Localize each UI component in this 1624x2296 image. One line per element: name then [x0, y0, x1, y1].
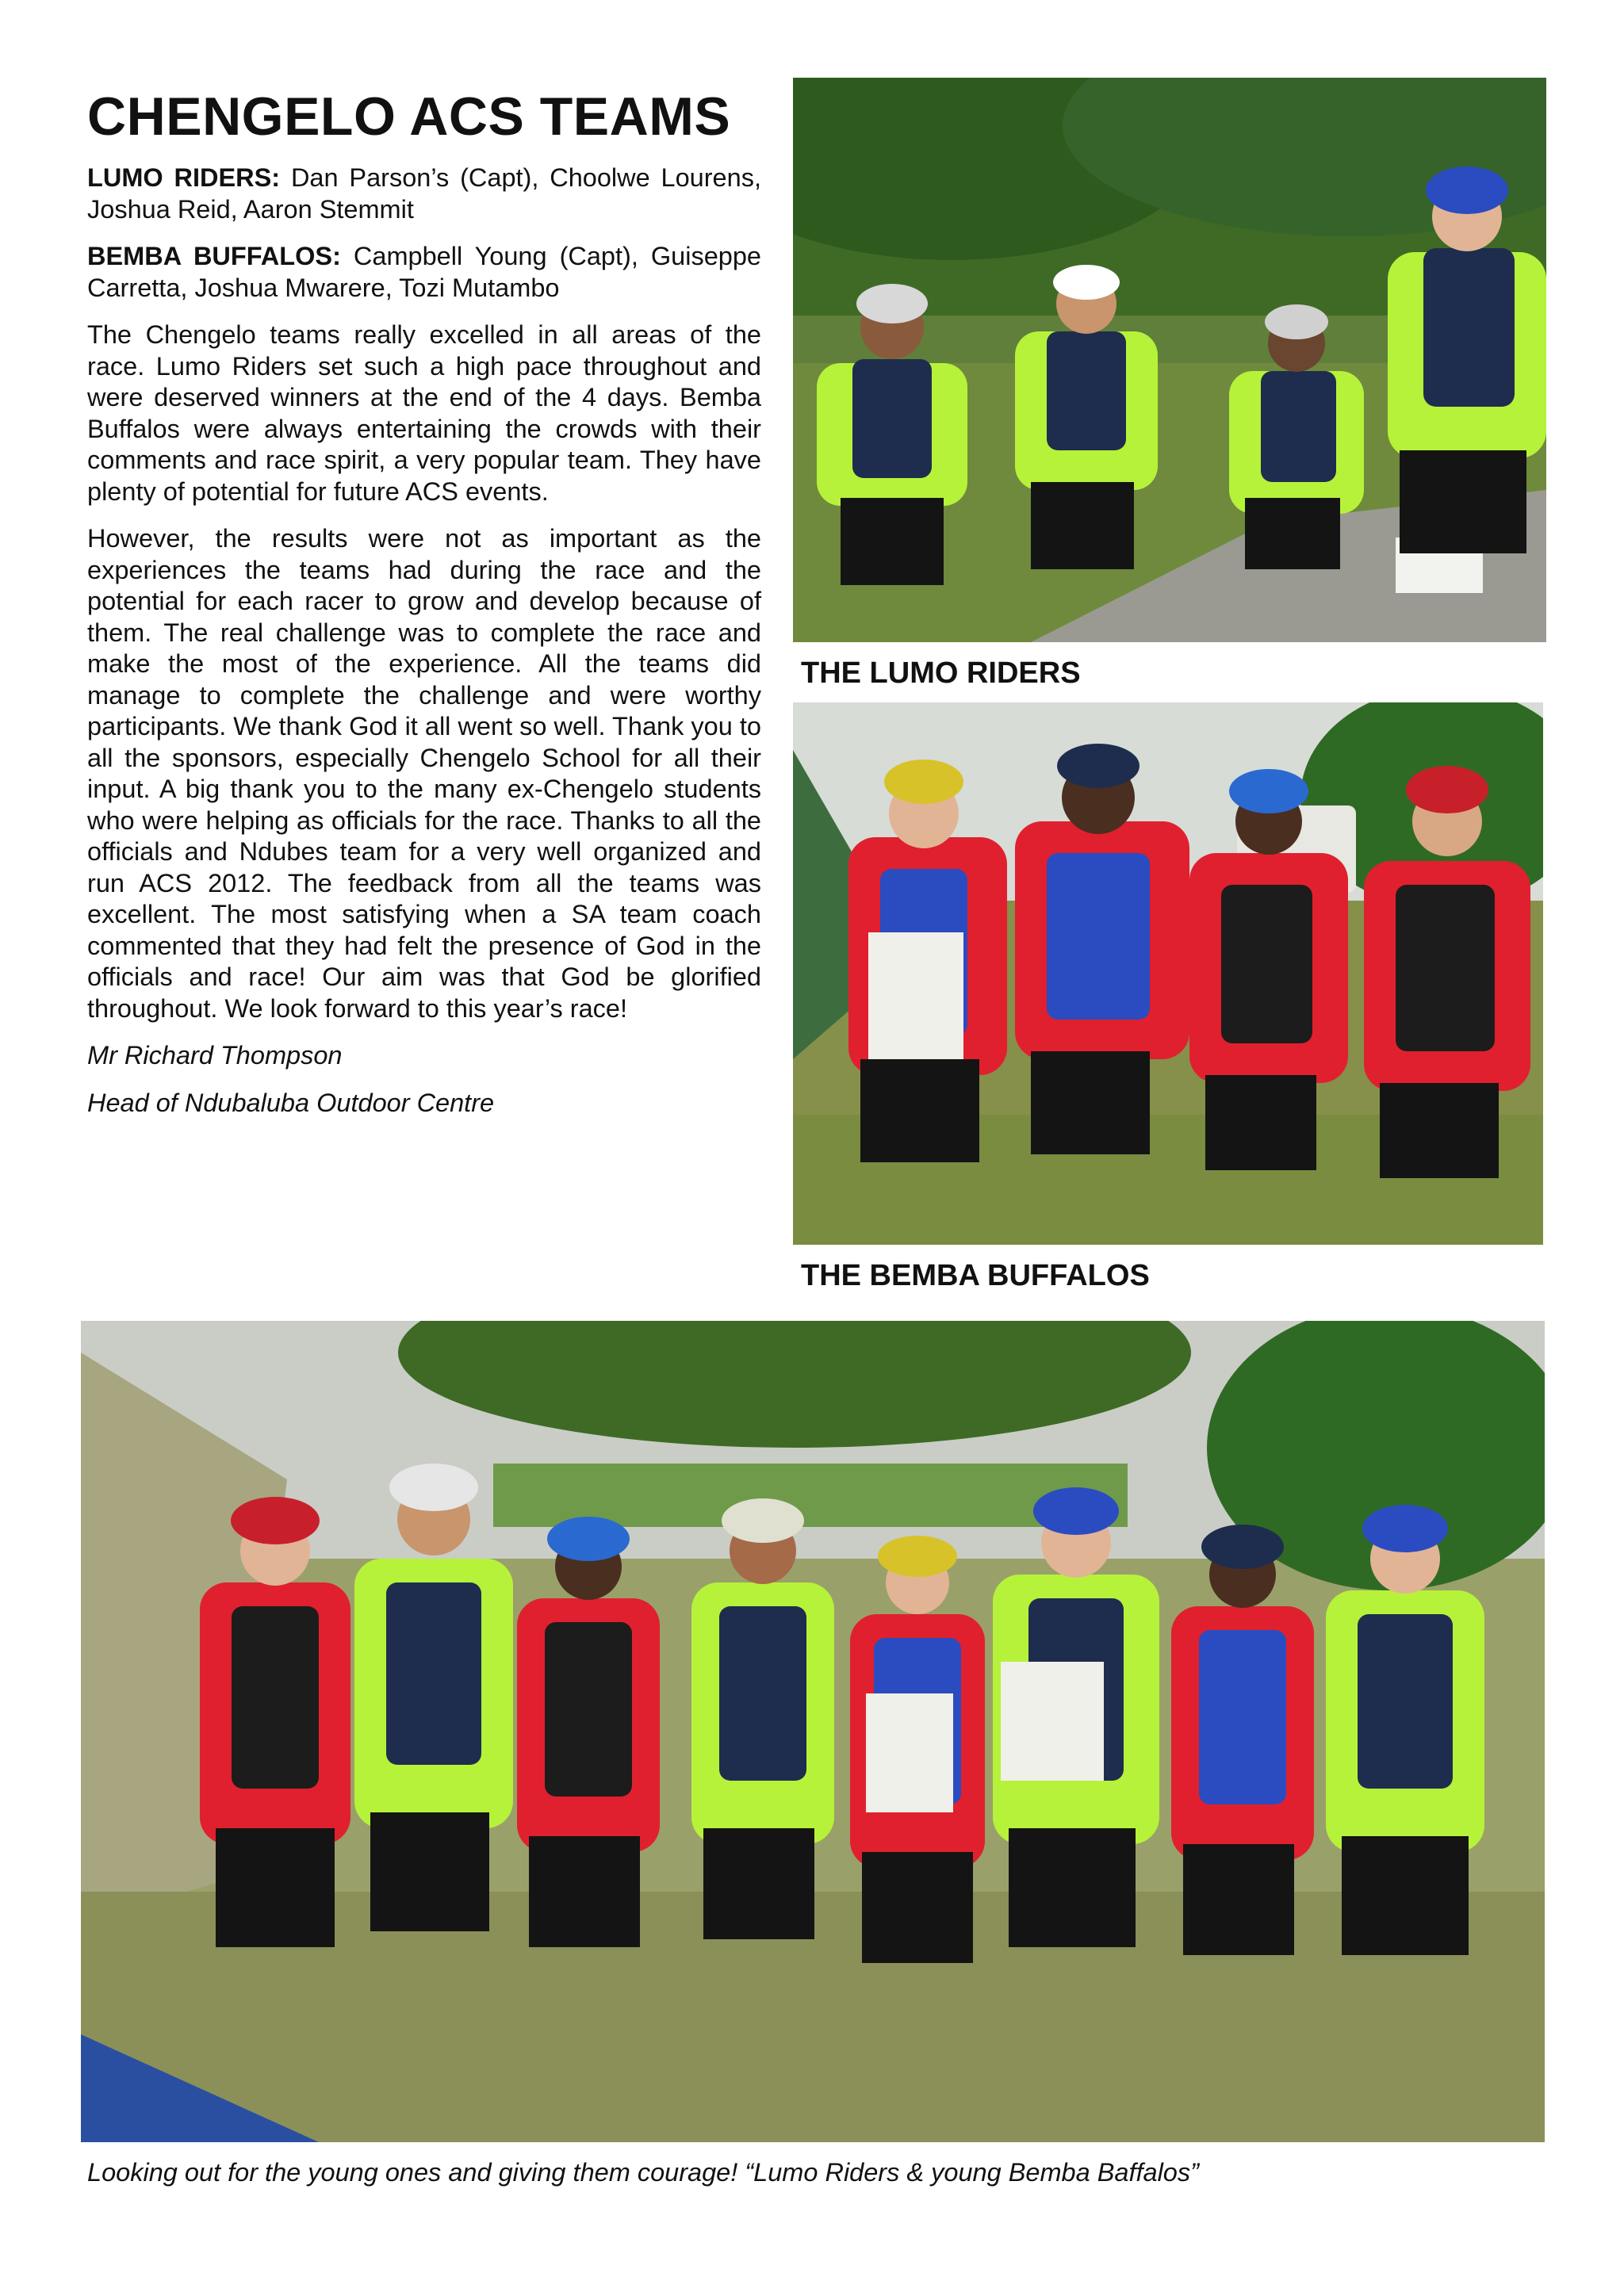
group-photo-caption: Looking out for the young ones and giving them courage! “Lumo Riders & young Bemba Baffalos”: [87, 2158, 1199, 2187]
bemba-buffalos-photo: [793, 702, 1543, 1245]
bemba-buffalos-caption: THE BEMBA BUFFALOS: [801, 1259, 1150, 1292]
signature-role: Head of Ndubaluba Outdoor Centre: [87, 1088, 495, 1117]
team-label: LUMO RIDERS:: [87, 163, 281, 192]
team-members: Dan Parson’s (Capt), Choolwe Lourens, Joshua Reid, Aaron Stemmit: [87, 163, 761, 224]
team-label: BEMBA BUFFALOS:: [87, 242, 341, 270]
lumo-riders-caption: THE LUMO RIDERS: [801, 656, 1081, 690]
group-photo: [81, 1321, 1545, 2142]
page-title: CHENGELO ACS TEAMS: [87, 86, 731, 147]
signature-name: Mr Richard Thompson: [87, 1041, 343, 1070]
team-lumo-riders: [87, 163, 761, 225]
lumo-riders-photo: [793, 78, 1546, 642]
article-body: [87, 163, 761, 1135]
paragraph: The Chengelo teams really excelled in all areas of the race. Lumo Riders set such a high pace throughout and were deserved winners at the end of the 4 days. Bemba Buffalos were always entertaining the crowds with their comments and race spirit, a very popular team. They have plenty of potential for future ACS events.: [87, 320, 761, 506]
team-bemba-buffalos: [87, 241, 761, 304]
paragraph: However, the results were not as important as the experiences the teams had during the race and the potential for each racer to grow and develop because of them. The real challenge was to complete the race and make the most of the experience. All the teams did manage to complete the challenge and were worthy participants. We thank God it all went so well. Thank you to all the sponsors, especially Chengelo School for all their input. A big thank you to the many ex-Chengelo students who were helping as officials for the race. Thanks to all the officials and Ndubes team for a very well organized and run ACS 2012. The feedback from all the teams was excellent. The most satisfying when a SA team coach commented that they had felt the presence of God in the officials and race! Our aim was that God be glorified throughout. We look forward to this year’s race!: [87, 524, 761, 1023]
team-members: Campbell Young (Capt), Guiseppe Carretta, Joshua Mwarere, Tozi Mutambo: [87, 242, 762, 302]
